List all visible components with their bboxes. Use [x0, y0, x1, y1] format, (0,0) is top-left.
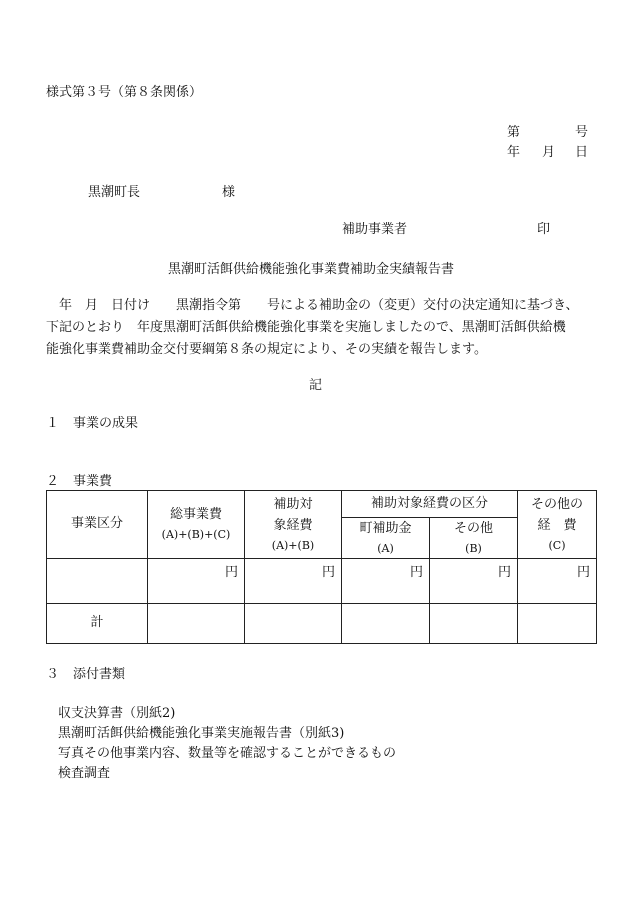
addressee-honorific: 様 — [222, 185, 236, 200]
body-line-1: 年 月 日付け 黒潮指令第 号による補助金の（変更）交付の決定通知に基づき、 — [46, 298, 579, 313]
form-number: 様式第３号（第８条関係） — [46, 85, 203, 100]
data-cell-other-funds: 円 — [430, 559, 518, 604]
data-cell-eligible: 円 — [245, 559, 342, 604]
body-line-2: 下記のとおり 年度黒潮町活餌供給機能強化事業を実施しましたので、黒潮町活餌供給機 — [46, 320, 566, 335]
date-day: 日 — [575, 145, 589, 160]
attachment-item: 写真その他事業内容、数量等を確認することができるもの — [58, 746, 397, 761]
section1-label: 事業の成果 — [73, 416, 139, 431]
section3-number: ３ — [46, 667, 60, 682]
total-cell-town-subsidy — [342, 604, 430, 644]
body-line-3: 能強化事業費補助金交付要綱第８条の規定により、その実績を報告します。 — [46, 342, 487, 357]
header-eligible-cost: 補助対 象経費 (A)+(B) — [245, 491, 342, 559]
seal-mark: 印 — [537, 222, 551, 237]
total-cell-eligible — [245, 604, 342, 644]
total-cell-other-expenses — [518, 604, 597, 644]
attachment-item: 黒潮町活餌供給機能強化事業実施報告書（別紙3) — [58, 726, 345, 741]
date-year: 年 — [507, 145, 521, 160]
doc-number-go: 号 — [575, 125, 589, 140]
document-title: 黒潮町活餌供給機能強化事業費補助金実績報告書 — [168, 262, 455, 277]
header-town-subsidy: 町補助金 (A) — [342, 518, 430, 559]
section3-label: 添付書類 — [73, 667, 126, 682]
project-cost-table — [46, 490, 597, 644]
section2-label: 事業費 — [73, 474, 113, 489]
header-total-cost: 総事業費 (A)+(B)+(C) — [148, 491, 245, 559]
header-other-expenses: その他の 経 費 (C) — [518, 491, 597, 559]
header-eligible-breakdown: 補助対象経費の区分 — [342, 491, 518, 518]
section1-number: １ — [46, 416, 60, 431]
attachment-item: 検査調査 — [58, 766, 111, 781]
addressee-name: 黒潮町長 — [88, 185, 141, 200]
ki-heading: 記 — [309, 378, 323, 393]
attachment-item: 収支決算書（別紙2) — [58, 706, 176, 721]
total-cell-total — [148, 604, 245, 644]
doc-number-dai: 第 — [507, 125, 521, 140]
header-business-category: 事業区分 — [47, 491, 148, 559]
data-cell-category — [47, 559, 148, 604]
section2-number: ２ — [46, 474, 60, 489]
data-cell-total: 円 — [148, 559, 245, 604]
data-cell-other-expenses: 円 — [518, 559, 597, 604]
total-cell-other-funds — [430, 604, 518, 644]
date-month: 月 — [542, 145, 556, 160]
header-other-funds: その他 (B) — [430, 518, 518, 559]
data-cell-town-subsidy: 円 — [342, 559, 430, 604]
total-row-label: 計 — [47, 604, 148, 644]
applicant-label: 補助事業者 — [342, 222, 408, 237]
